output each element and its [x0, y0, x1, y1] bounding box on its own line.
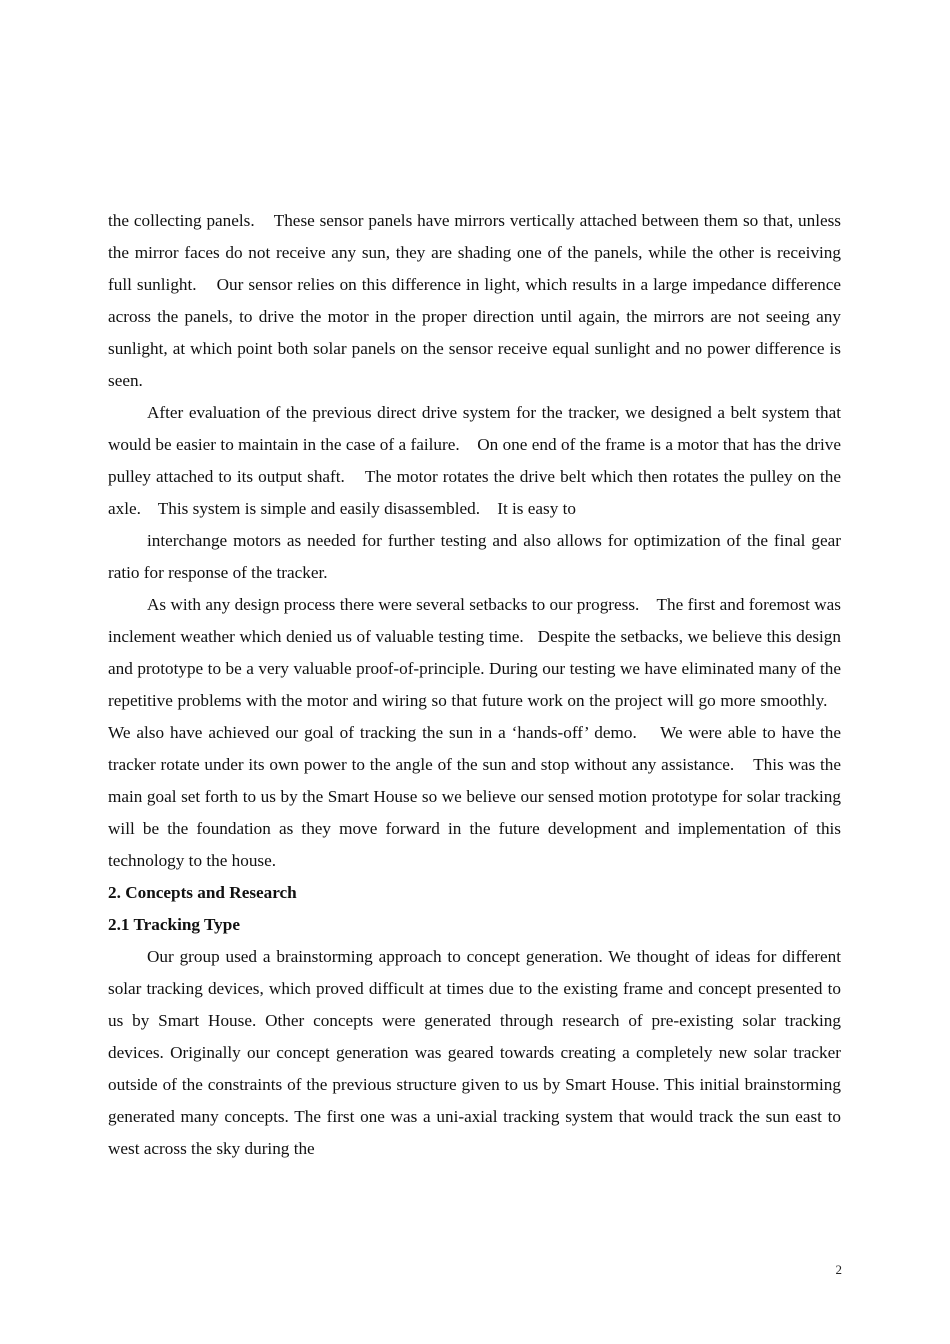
- section-heading: 2. Concepts and Research: [108, 883, 297, 902]
- paragraph-interchange-motors: interchange motors as needed for further testing and also allows for optimization of the final gear ratio for response of the tracker.: [108, 531, 841, 582]
- subsection-heading: 2.1 Tracking Type: [108, 915, 240, 934]
- paragraph-sensor-panels: the collecting panels. These sensor panels have mirrors vertically attached between them so that, unless the mirror faces do not receive any sun, they are shading one of the panels, while the other is receiving full sunlight. Our sensor relies on this difference in light, which results in a large impedance difference across the panels, to drive the motor in the proper direction until again, the mirrors are not seeing any sunlight, at which point both solar panels on the sensor receive equal sunlight and no power difference is seen.: [108, 211, 841, 390]
- paragraph-setbacks: As with any design process there were several setbacks to our progress. The first and foremost was inclement weather which denied us of valuable testing time. Despite the setbacks, we believe this design and prototype to be a very valuable proof-of-principle. During our testing we have eliminated many of the repetitive problems with the motor and wiring so that future work on the project will go more smoothly. We also have achieved our goal of tracking the sun in a ‘hands-off’ demo. We were able to have the tracker rotate under its own power to the angle of the sun and stop without any assistance. This was the main goal set forth to us by the Smart House so we believe our sensed motion prototype for solar tracking will be the foundation as they move forward in the future development and implementation of this technology to the house.: [108, 595, 841, 870]
- paragraph-belt-system: After evaluation of the previous direct drive system for the tracker, we designed a belt system that would be easier to maintain in the case of a failure. On one end of the frame is a motor that has the drive pulley attached to its output shaft. The motor rotates the drive belt which then rotates the pulley on the axle. This system is simple and easily disassembled. It is easy to: [108, 403, 841, 518]
- page-body: [108, 205, 841, 1165]
- page-number: 2: [835, 1262, 842, 1277]
- paragraph-brainstorming: Our group used a brainstorming approach to concept generation. We thought of ideas for different solar tracking devices, which proved difficult at times due to the existing frame and concept presented to us by Smart House. Other concepts were generated through research of pre-existing solar tracking devices. Originally our concept generation was geared towards creating a completely new solar tracker outside of the constraints of the previous structure given to us by Smart House. This initial brainstorming generated many concepts. The first one was a uni-axial tracking system that would track the sun east to west across the sky during the: [108, 947, 841, 1158]
